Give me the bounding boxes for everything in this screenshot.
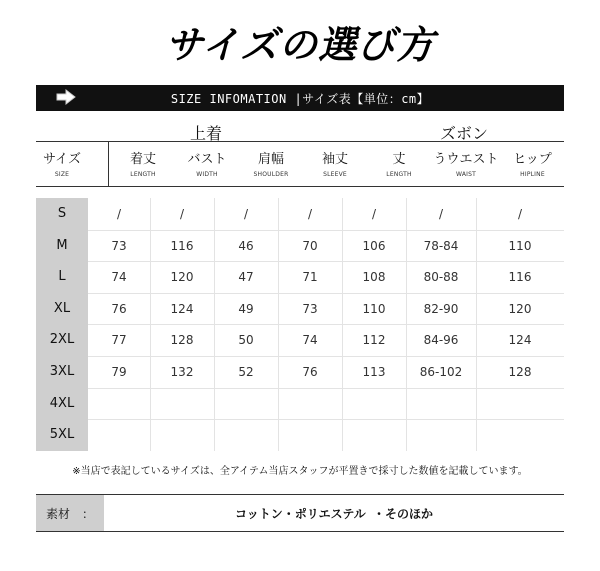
material-row bbox=[36, 494, 564, 532]
table-cell: 50 bbox=[238, 333, 254, 347]
grid-row-line bbox=[88, 388, 564, 389]
table-cell: 120 bbox=[170, 270, 194, 284]
table-cell: 124 bbox=[170, 302, 194, 316]
grid-row-line bbox=[88, 419, 564, 420]
header-waist bbox=[431, 142, 501, 186]
header-label: 袖丈 bbox=[321, 152, 348, 167]
table-cell: 76 bbox=[111, 302, 127, 316]
table-cell: 73 bbox=[302, 302, 318, 316]
table-cell: 80-88 bbox=[423, 270, 459, 284]
measurement-note: ※当店で表記しているサイズは、全アイテム当店スタッフが平置きで採寸した数値を記載しています。 bbox=[72, 466, 528, 477]
table-cell: / bbox=[517, 207, 523, 221]
header-label: ヒップ bbox=[513, 152, 552, 167]
grid-row-line bbox=[88, 356, 564, 357]
table-header bbox=[36, 141, 564, 187]
table-cell: 124 bbox=[508, 333, 532, 347]
grid-row-line bbox=[88, 324, 564, 325]
size-info-text: SIZE INFOMATION |サイズ表【単位：cm】 bbox=[170, 91, 430, 106]
table-cell: 132 bbox=[170, 365, 194, 379]
page-title: サイズの選び方 bbox=[165, 22, 435, 67]
header-label: 肩幅 bbox=[257, 152, 284, 167]
size-label: L bbox=[58, 269, 66, 284]
size-table-body bbox=[88, 198, 564, 451]
header-sublabel: WIDTH bbox=[196, 171, 218, 178]
header-width bbox=[175, 142, 239, 186]
size-column bbox=[36, 198, 88, 451]
table-cell: 106 bbox=[362, 239, 386, 253]
table-cell: 79 bbox=[111, 365, 127, 379]
header-sublabel: SHOULDER bbox=[253, 171, 289, 178]
table-cell: 73 bbox=[111, 239, 127, 253]
group-label-top: 上着 bbox=[190, 124, 223, 143]
size-label: M bbox=[56, 238, 68, 253]
table-cell: 78-84 bbox=[423, 239, 459, 253]
header-label: 丈 bbox=[392, 152, 406, 167]
group-label-bottom: ズボン bbox=[440, 124, 489, 143]
header-pants-length bbox=[367, 142, 431, 186]
header-sublabel: LENGTH bbox=[130, 171, 156, 178]
header-divider bbox=[108, 141, 109, 187]
header-sublabel: WAIST bbox=[456, 171, 476, 178]
table-cell: 116 bbox=[508, 270, 532, 284]
header-size bbox=[36, 142, 88, 186]
table-cell: / bbox=[438, 207, 444, 221]
size-label: 2XL bbox=[49, 332, 75, 347]
table-cell: 110 bbox=[362, 302, 386, 316]
size-info-bar bbox=[36, 85, 564, 111]
table-cell: / bbox=[179, 207, 185, 221]
table-cell: 74 bbox=[111, 270, 127, 284]
table-cell: 82-90 bbox=[423, 302, 459, 316]
table-cell: 77 bbox=[111, 333, 127, 347]
table-cell: 84-96 bbox=[423, 333, 459, 347]
table-cell: 70 bbox=[302, 239, 318, 253]
header-sublabel: HIPLINE bbox=[520, 171, 545, 178]
table-cell: 112 bbox=[362, 333, 386, 347]
header-length bbox=[111, 142, 175, 186]
size-label: 5XL bbox=[49, 427, 75, 442]
size-label: S bbox=[57, 206, 67, 221]
size-label: 3XL bbox=[49, 364, 75, 379]
table-cell: 74 bbox=[302, 333, 318, 347]
header-label: バスト bbox=[187, 152, 227, 167]
table-cell: 128 bbox=[508, 365, 532, 379]
table-cell: 49 bbox=[238, 302, 254, 316]
grid-row-line bbox=[88, 261, 564, 262]
header-sublabel: SLEEVE bbox=[323, 171, 347, 178]
size-label: 4XL bbox=[49, 396, 75, 411]
table-cell: 71 bbox=[302, 270, 318, 284]
table-cell: 108 bbox=[362, 270, 386, 284]
header-label: 着丈 bbox=[129, 152, 156, 167]
header-sublabel: LENGTH bbox=[386, 171, 412, 178]
size-label: XL bbox=[53, 301, 71, 316]
table-cell: / bbox=[371, 207, 377, 221]
arrow-right-icon bbox=[52, 85, 80, 109]
table-cell: 76 bbox=[302, 365, 318, 379]
grid-row-line bbox=[88, 230, 564, 231]
table-cell: 46 bbox=[238, 239, 254, 253]
table-cell: 116 bbox=[170, 239, 194, 253]
header-hipline bbox=[501, 142, 564, 186]
table-cell: / bbox=[307, 207, 313, 221]
grid-row-line bbox=[88, 293, 564, 294]
table-cell: 128 bbox=[170, 333, 194, 347]
table-cell: / bbox=[116, 207, 122, 221]
table-cell: 52 bbox=[238, 365, 254, 379]
header-label: サイズ bbox=[43, 152, 81, 167]
table-cell: 113 bbox=[362, 365, 386, 379]
header-sublabel: SIZE bbox=[54, 171, 70, 178]
table-cell: / bbox=[243, 207, 249, 221]
header-shoulder bbox=[239, 142, 303, 186]
header-label: うウエスト bbox=[433, 152, 499, 167]
header-sleeve bbox=[303, 142, 367, 186]
material-label: 素材 ： bbox=[36, 495, 104, 531]
table-cell: 47 bbox=[238, 270, 254, 284]
material-value: コットン・ポリエステル ・そのほか bbox=[235, 506, 433, 521]
table-cell: 120 bbox=[508, 302, 532, 316]
table-cell: 86-102 bbox=[419, 365, 463, 379]
table-cell: 110 bbox=[508, 239, 532, 253]
